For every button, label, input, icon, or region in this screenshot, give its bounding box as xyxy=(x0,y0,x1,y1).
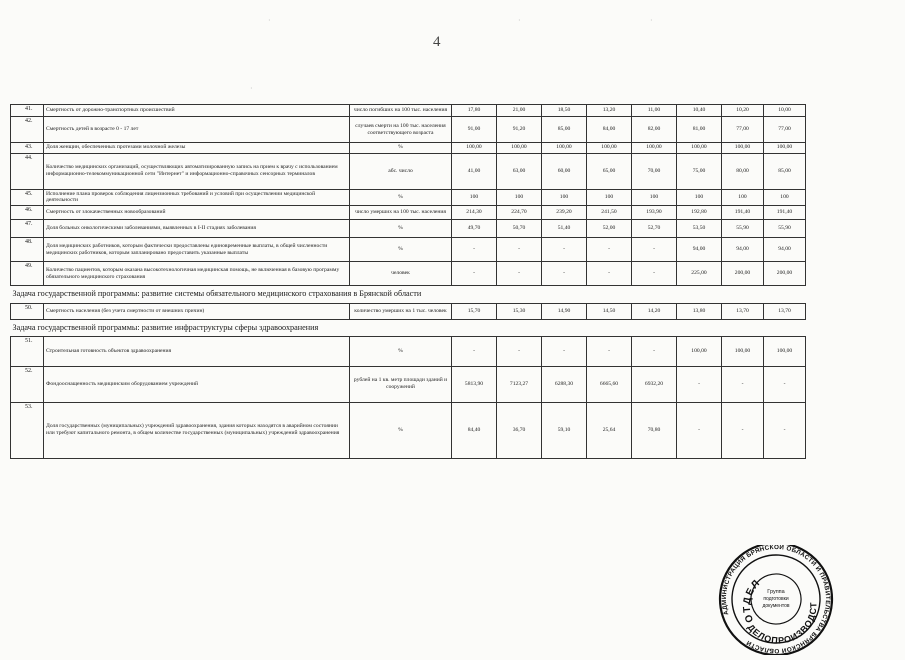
value-cell: 100,00 xyxy=(764,336,806,366)
unit-cell: % xyxy=(350,238,452,262)
value-cell: - xyxy=(497,262,542,286)
indicator-name-cell: Доля медицинских работников, которым фактически предоставлены единовременные выплаты, в общей численности медицинских работников, которым запланировано предоставить указанные выплаты xyxy=(44,238,350,262)
value-cell: 100 xyxy=(677,189,722,206)
table-row xyxy=(11,105,806,117)
value-cell: - xyxy=(764,402,806,458)
value-cell: 214,30 xyxy=(452,206,497,220)
value-cell: - xyxy=(677,366,722,402)
row-number-cell: 41. xyxy=(11,105,44,117)
value-cell: - xyxy=(587,336,632,366)
value-cell: 100,00 xyxy=(764,143,806,154)
value-cell: 100 xyxy=(542,189,587,206)
row-number-cell: 48. xyxy=(11,238,44,262)
value-cell: 5813,90 xyxy=(452,366,497,402)
value-cell: 91,00 xyxy=(452,117,497,143)
value-cell: 15,30 xyxy=(497,303,542,319)
unit-cell: случаев смерти на 100 тыс. населения соответствующего возраста xyxy=(350,117,452,143)
indicator-name-cell: Строительная готовность объектов здравоохранения xyxy=(44,336,350,366)
value-cell: 10,40 xyxy=(677,105,722,117)
table-row xyxy=(11,303,806,319)
unit-cell: % xyxy=(350,336,452,366)
table-row xyxy=(11,220,806,238)
value-cell: 13,20 xyxy=(587,105,632,117)
value-cell: 13,70 xyxy=(764,303,806,319)
table-row xyxy=(11,336,806,366)
stamp-seal-image xyxy=(712,545,902,655)
value-cell: - xyxy=(764,366,806,402)
value-cell: 191,40 xyxy=(722,206,764,220)
unit-cell: абс. число xyxy=(350,153,452,189)
value-cell: 100 xyxy=(452,189,497,206)
value-cell: 41,00 xyxy=(452,153,497,189)
value-cell: 59,10 xyxy=(542,402,587,458)
value-cell: 75,00 xyxy=(677,153,722,189)
table-row xyxy=(11,402,806,458)
value-cell: 239,20 xyxy=(542,206,587,220)
value-cell: - xyxy=(497,336,542,366)
value-cell: 100,00 xyxy=(587,143,632,154)
value-cell: 85,00 xyxy=(542,117,587,143)
value-cell: 18,50 xyxy=(542,105,587,117)
value-cell: - xyxy=(542,262,587,286)
unit-cell: % xyxy=(350,143,452,154)
table-row xyxy=(11,117,806,143)
value-cell: 50,70 xyxy=(497,220,542,238)
value-cell: 100 xyxy=(632,189,677,206)
unit-cell: число умерших на 100 тыс. населения xyxy=(350,206,452,220)
unit-cell: % xyxy=(350,220,452,238)
value-cell: 94,00 xyxy=(722,238,764,262)
stamp-word-top: ОТДЕЛ xyxy=(741,577,764,624)
indicators-table-wrapper xyxy=(10,104,805,459)
value-cell: 77,00 xyxy=(722,117,764,143)
value-cell: 51,40 xyxy=(542,220,587,238)
indicator-name-cell: Количество пациентов, которым оказана высокотехнологичная медицинская помощь, не включенная в базовую программу обязательного медицинского страхования xyxy=(44,262,350,286)
value-cell: 81,00 xyxy=(677,117,722,143)
value-cell: 6665,60 xyxy=(587,366,632,402)
value-cell: - xyxy=(452,336,497,366)
row-number-cell: 47. xyxy=(11,220,44,238)
value-cell: 6288,30 xyxy=(542,366,587,402)
value-cell: 241,50 xyxy=(587,206,632,220)
stamp-center-line-1: Группа xyxy=(767,589,785,595)
value-cell: - xyxy=(542,238,587,262)
value-cell: - xyxy=(632,336,677,366)
scan-speck: · xyxy=(518,16,521,25)
value-cell: 100,00 xyxy=(722,336,764,366)
row-number-cell: 43. xyxy=(11,143,44,154)
row-number-cell: 46. xyxy=(11,206,44,220)
stamp-center-line-2: подготовки xyxy=(763,596,789,602)
table-row xyxy=(11,143,806,154)
value-cell: 13,80 xyxy=(677,303,722,319)
value-cell: - xyxy=(677,402,722,458)
row-number-cell: 52. xyxy=(11,366,44,402)
value-cell: 21,00 xyxy=(497,105,542,117)
value-cell: 200,00 xyxy=(764,262,806,286)
stamp-word-bottom: ДЕЛОПРОИЗВОДСТВА xyxy=(745,601,819,646)
indicator-name-cell: Смертность населения (без учета смертности от внешних причин) xyxy=(44,303,350,319)
row-number-cell: 53. xyxy=(11,402,44,458)
value-cell: 100 xyxy=(587,189,632,206)
indicator-name-cell: Доля государственных (муниципальных) учреждений здравоохранения, здания которых находятся в аварийном состоянии или требуют капитального ремонта, в общем количестве государственных (муниципальных) учреждений здравоохранения xyxy=(44,402,350,458)
value-cell: 36,70 xyxy=(497,402,542,458)
value-cell: 55,90 xyxy=(764,220,806,238)
value-cell: 63,00 xyxy=(497,153,542,189)
indicator-name-cell: Смертность от злокачественных новообразований xyxy=(44,206,350,220)
value-cell: 200,00 xyxy=(722,262,764,286)
indicator-name-cell: Смертность детей в возрасте 0 - 17 лет xyxy=(44,117,350,143)
indicator-name-cell: Исполнение плана проверок соблюдения лицензионных требований и условий при осуществлении медицинской деятельности xyxy=(44,189,350,206)
section-header-row xyxy=(11,319,806,336)
value-cell: 65,00 xyxy=(587,153,632,189)
value-cell: 13,70 xyxy=(722,303,764,319)
page-number: 4 xyxy=(433,34,441,50)
value-cell: 7123,27 xyxy=(497,366,542,402)
value-cell: - xyxy=(452,238,497,262)
value-cell: 94,00 xyxy=(677,238,722,262)
value-cell: 14,20 xyxy=(632,303,677,319)
value-cell: 100,00 xyxy=(677,336,722,366)
table-row xyxy=(11,262,806,286)
unit-cell: человек xyxy=(350,262,452,286)
value-cell: 52,00 xyxy=(587,220,632,238)
unit-cell: % xyxy=(350,189,452,206)
row-number-cell: 49. xyxy=(11,262,44,286)
value-cell: 10,20 xyxy=(722,105,764,117)
value-cell: 49,70 xyxy=(452,220,497,238)
value-cell: - xyxy=(632,238,677,262)
value-cell: 84,00 xyxy=(587,117,632,143)
indicator-name-cell: Количество медицинских организаций, осуществляющих автоматизированную запись на прием к врачу с использованием информационно-телекоммуникационной сети "Интернет" и информационно-справочных сенсорных терминалов xyxy=(44,153,350,189)
value-cell: - xyxy=(542,336,587,366)
value-cell: 52,70 xyxy=(632,220,677,238)
table-row xyxy=(11,206,806,220)
value-cell: 80,00 xyxy=(722,153,764,189)
value-cell: 94,00 xyxy=(764,238,806,262)
value-cell: - xyxy=(722,402,764,458)
section-header-text: Задача государственной программы: развитие системы обязательного медицинского страхования в Брянской области xyxy=(11,286,806,303)
value-cell: 6932,20 xyxy=(632,366,677,402)
value-cell: 15,70 xyxy=(452,303,497,319)
value-cell: 100,00 xyxy=(722,143,764,154)
value-cell: 225,00 xyxy=(677,262,722,286)
indicators-table xyxy=(10,104,806,459)
value-cell: - xyxy=(632,262,677,286)
scan-speck: · xyxy=(650,16,653,25)
department-stamp xyxy=(712,545,902,655)
value-cell: - xyxy=(722,366,764,402)
value-cell: 17,80 xyxy=(452,105,497,117)
value-cell: 192,80 xyxy=(677,206,722,220)
row-number-cell: 51. xyxy=(11,336,44,366)
scan-speck: · xyxy=(268,16,271,25)
value-cell: 25,64 xyxy=(587,402,632,458)
value-cell: 70,80 xyxy=(632,402,677,458)
value-cell: 85,00 xyxy=(764,153,806,189)
value-cell: 191,40 xyxy=(764,206,806,220)
value-cell: - xyxy=(587,262,632,286)
unit-cell: рублей на 1 кв. метр площади зданий и сооружений xyxy=(350,366,452,402)
value-cell: 100,00 xyxy=(677,143,722,154)
table-row xyxy=(11,189,806,206)
indicator-name-cell: Доля женщин, обеспеченных протезами молочной железы xyxy=(44,143,350,154)
row-number-cell: 50. xyxy=(11,303,44,319)
value-cell: 11,00 xyxy=(632,105,677,117)
value-cell: 53,50 xyxy=(677,220,722,238)
section-header-row xyxy=(11,286,806,303)
section-header-text: Задача государственной программы: развитие инфраструктуры сферы здравоохранения xyxy=(11,319,806,336)
indicator-name-cell: Доля больных онкологическими заболеваниями, выявленных в I-II стадиях заболевания xyxy=(44,220,350,238)
indicator-name-cell: Фондооснащенность медицинским оборудованием учреждений xyxy=(44,366,350,402)
value-cell: 100,00 xyxy=(497,143,542,154)
table-row xyxy=(11,238,806,262)
value-cell: 91,20 xyxy=(497,117,542,143)
stamp-center-line-3: документов xyxy=(762,603,790,609)
value-cell: 84,40 xyxy=(452,402,497,458)
table-row xyxy=(11,153,806,189)
value-cell: 10,00 xyxy=(764,105,806,117)
value-cell: - xyxy=(497,238,542,262)
value-cell: - xyxy=(452,262,497,286)
value-cell: 60,00 xyxy=(542,153,587,189)
indicator-name-cell: Смертность от дорожно-транспортных происшествий xyxy=(44,105,350,117)
value-cell: 193,90 xyxy=(632,206,677,220)
row-number-cell: 42. xyxy=(11,117,44,143)
table-row xyxy=(11,366,806,402)
value-cell: 55,90 xyxy=(722,220,764,238)
value-cell: 14,50 xyxy=(587,303,632,319)
value-cell: 224,70 xyxy=(497,206,542,220)
value-cell: 70,00 xyxy=(632,153,677,189)
value-cell: 100 xyxy=(722,189,764,206)
unit-cell: количество умерших на 1 тыс. человек xyxy=(350,303,452,319)
row-number-cell: 45. xyxy=(11,189,44,206)
value-cell: 77,00 xyxy=(764,117,806,143)
value-cell: 100 xyxy=(764,189,806,206)
value-cell: 100,00 xyxy=(452,143,497,154)
scan-speck: · xyxy=(250,84,253,93)
value-cell: 82,00 xyxy=(632,117,677,143)
value-cell: - xyxy=(587,238,632,262)
row-number-cell: 44. xyxy=(11,153,44,189)
value-cell: 100,00 xyxy=(632,143,677,154)
value-cell: 100,00 xyxy=(542,143,587,154)
stamp-ring-text: АДМИНИСТРАЦИЯ БРЯНСКОЙ ОБЛАСТИ И ПРАВИТЕЛЬСТВА БРЯНСКОЙ ОБЛАСТИ xyxy=(720,545,832,655)
value-cell: 100 xyxy=(497,189,542,206)
unit-cell: % xyxy=(350,402,452,458)
indicators-table-body xyxy=(11,105,806,459)
value-cell: 14,90 xyxy=(542,303,587,319)
unit-cell: число погибших на 100 тыс. населения xyxy=(350,105,452,117)
